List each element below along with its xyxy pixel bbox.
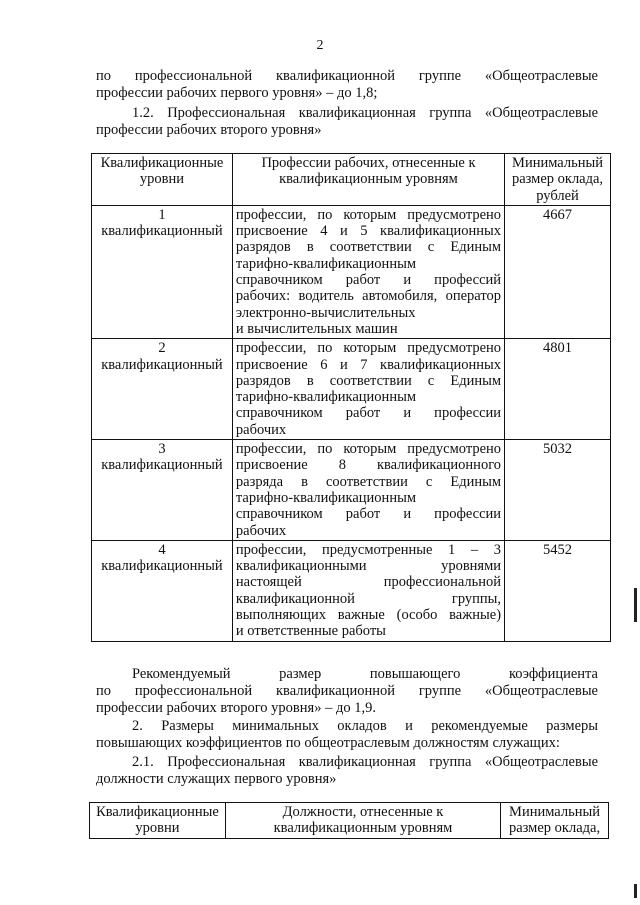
header-positions: Должности, отнесенные к квалификационным уровням [225, 803, 500, 839]
level-word: квалификационный [101, 356, 223, 373]
profession-line: профессии, по которым предусмотрено [235, 340, 502, 357]
header-salary: Минимальный размер оклада, рублей [505, 154, 611, 206]
intro-line-1: по профессиональной квалификационной группе «Общеотраслевые [96, 68, 598, 84]
level-cell [92, 540, 233, 641]
profession-line: выполняющих важные (особо важные) [235, 607, 502, 624]
profession-line: рабочих: водитель автомобиля, оператор [235, 288, 502, 305]
profession-line: квалификационной группы, [235, 590, 502, 607]
table-row [92, 540, 611, 641]
profession-line: рабочих [235, 522, 287, 539]
profession-line: тарифно-квалификационным [235, 255, 416, 272]
header-levels: Квалификационные уровни [90, 803, 226, 839]
section-1-2-heading [96, 105, 598, 139]
recommend-line-1: Рекомендуемый размер повышающего коэффициента [132, 666, 598, 682]
profession-line: разрядов в соответствии с Единым [235, 239, 502, 256]
level-word: квалификационный [101, 223, 223, 240]
table-row [92, 205, 611, 338]
salary-cell: 4667 [505, 205, 611, 338]
profession-line: присвоение 4 и 5 квалификационных [235, 223, 502, 240]
section-1-2-line-2: профессии рабочих второго уровня» [96, 122, 322, 138]
profession-line: электронно-вычислительных [235, 304, 416, 321]
level-number: 2 [158, 340, 166, 357]
profession-line: квалификационными уровнями [235, 558, 502, 575]
profession-line: справочником работ и профессий [235, 272, 502, 289]
table-positions-level-1 [89, 802, 609, 839]
header-salary: Минимальный размер оклада, [501, 803, 609, 839]
profession-line: тарифно-квалификационным [235, 489, 416, 506]
profession-line: присвоение 6 и 7 квалификационных [235, 356, 502, 373]
table-row [92, 440, 611, 541]
section-2-line-1: 2. Размеры минимальных окладов и рекомендуемые размеры [132, 718, 598, 734]
salary-cell: 5032 [505, 440, 611, 541]
intro-line-2: профессии рабочих первого уровня» – до 1,8; [96, 85, 378, 101]
profession-line: профессии, предусмотренные 1 – 3 [235, 541, 502, 558]
profession-line: настоящей профессиональной [235, 574, 502, 591]
table-header-row [92, 154, 611, 206]
section-2-line-2: повышающих коэффициентов по общеотраслевым должностям служащих: [96, 735, 560, 751]
level-word: квалификационный [101, 558, 223, 575]
level-cell [92, 440, 233, 541]
level-number: 4 [158, 541, 166, 558]
scan-edge-mark [634, 588, 637, 622]
salary-cell: 4801 [505, 339, 611, 440]
section-2-paragraph [96, 718, 598, 752]
profession-line: и ответственные работы [235, 623, 386, 640]
profession-line: рабочих [235, 421, 287, 438]
profession-line: профессии, по которым предусмотрено [235, 441, 502, 458]
section-2-1-line-1: 2.1. Профессиональная квалификационная группа «Общеотраслевые [132, 754, 598, 770]
level-number: 3 [158, 441, 166, 458]
intro-paragraph [96, 68, 598, 102]
table-header-row [90, 803, 609, 839]
recommend-line-3: профессии рабочих второго уровня» – до 1,9. [96, 700, 376, 716]
level-word: квалификационный [101, 457, 223, 474]
level-cell [92, 205, 233, 338]
profession-line: присвоение 8 квалификационного [235, 457, 502, 474]
profession-cell [232, 205, 504, 338]
header-professions: Профессии рабочих, отнесенные к квалификационным уровням [232, 154, 504, 206]
profession-cell [232, 339, 504, 440]
profession-line: и вычислительных машин [235, 320, 398, 337]
scan-edge-mark [634, 884, 637, 898]
header-levels: Квалификационные уровни [92, 154, 233, 206]
table-row [92, 339, 611, 440]
profession-line: разрядов в соответствии с Единым [235, 372, 502, 389]
profession-line: справочником работ и профессии [235, 405, 502, 422]
profession-line: разряда в соответствии с Единым [235, 473, 502, 490]
level-cell [92, 339, 233, 440]
table-professions-level-2 [91, 153, 611, 642]
recommend-paragraph [96, 666, 598, 717]
profession-cell [232, 440, 504, 541]
section-2-1-heading [96, 754, 598, 788]
section-1-2-line-1: 1.2. Профессиональная квалификационная группа «Общеотраслевые [132, 105, 598, 121]
salary-cell: 5452 [505, 540, 611, 641]
level-number: 1 [158, 206, 166, 223]
page-number: 2 [316, 38, 324, 53]
profession-cell [232, 540, 504, 641]
profession-line: профессии, по которым предусмотрено [235, 206, 502, 223]
profession-line: справочником работ и профессии [235, 506, 502, 523]
profession-line: тарифно-квалификационным [235, 389, 416, 406]
section-2-1-line-2: должности служащих первого уровня» [96, 771, 337, 787]
recommend-line-2: по профессиональной квалификационной группе «Общеотраслевые [96, 683, 598, 699]
